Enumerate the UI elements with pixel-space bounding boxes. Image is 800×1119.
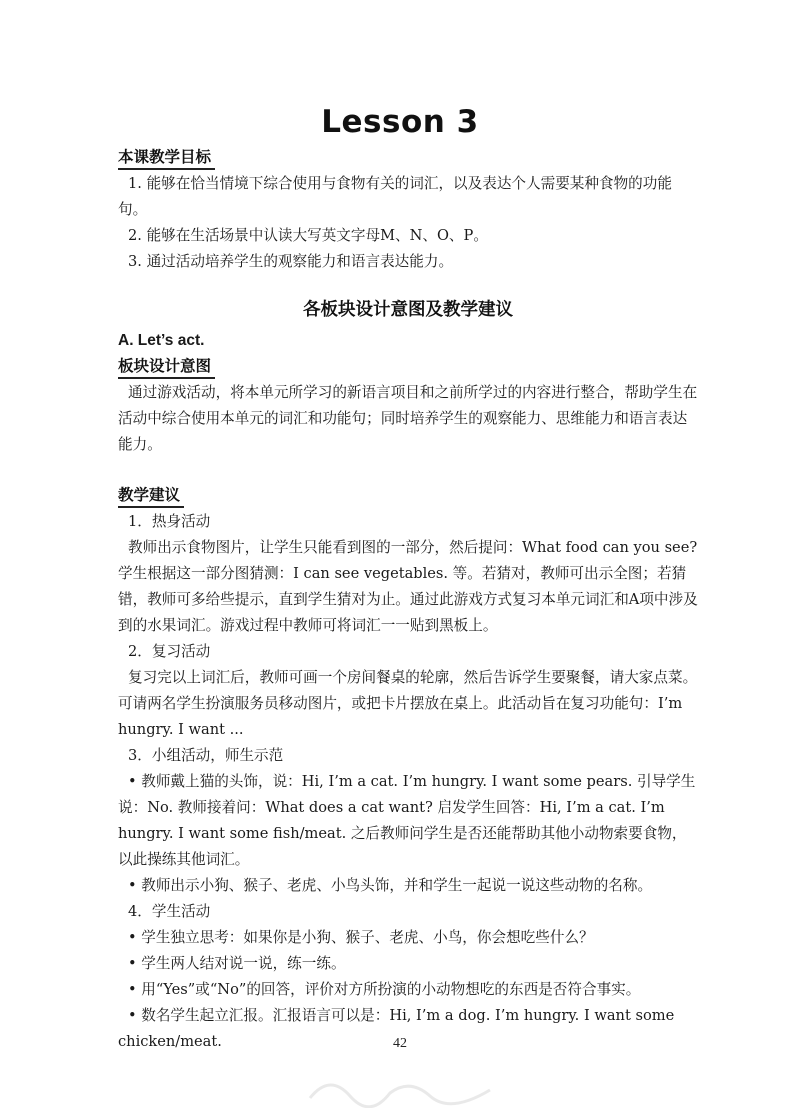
- design-heading: 板块设计意图: [118, 355, 215, 379]
- step-paragraph: • 数名学生起立汇报。汇报语言可以是：Hi, I’m a dog. I’m hungry. I want some chicken/meat.: [118, 1007, 675, 1050]
- step-paragraph: • 教师出示小狗、猴子、老虎、小鸟头饰，并和学生一起说一说这些动物的名称。: [128, 877, 653, 894]
- step-title: 4．学生活动: [128, 903, 211, 920]
- objective-item: 3. 通过活动培养学生的观察能力和语言表达能力。: [128, 253, 454, 270]
- page-number: 42: [393, 1036, 407, 1051]
- watermark-icon: [300, 1068, 500, 1108]
- step-paragraph: • 用“Yes”或“No”的回答，评价对方所扮演的小动物想吃的东西是否符合事实。: [128, 981, 641, 998]
- step-title: 1．热身活动: [128, 513, 211, 530]
- step-paragraph: • 学生两人结对说一说，练一练。: [128, 955, 346, 972]
- objectives-heading: 本课教学目标: [118, 146, 215, 170]
- design-text: 通过游戏活动，将本单元所学习的新语言项目和之前所学过的内容进行整合，帮助学生在活动中综合使用本单元的词汇和功能句；同时培养学生的观察能力、思维能力和语言表达能力。: [118, 384, 698, 453]
- lesson-title: Lesson 3: [321, 104, 479, 140]
- suggestion-heading: 教学建议: [118, 484, 184, 508]
- objective-item: 1. 能够在恰当情境下综合使用与食物有关的词汇，以及表达个人需要某种食物的功能句。: [118, 175, 672, 218]
- step-title: 3．小组活动，师生示范: [128, 747, 284, 764]
- page-content: [118, 144, 698, 1055]
- objective-item: 2. 能够在生活场景中认读大写英文字母M、N、O、P。: [128, 227, 488, 244]
- step-paragraph: 教师出示食物图片，让学生只能看到图的一部分，然后提问：What food can you see? 学生根据这一部分图猜测：I can see vegetables. 等。若猜对，教师可出示全图；若猜错，教师可多给些提示，直到学生猜对为止。通过此游戏方式复习本单元词汇和A项中涉及到的水果词汇。游戏过程中教师可将词汇一一贴到黑板上。: [118, 539, 698, 634]
- step-paragraph: 复习完以上词汇后，教师可画一个房间餐桌的轮廓，然后告诉学生要聚餐，请大家点菜。可请两名学生扮演服务员移动图片，或把卡片摆放在桌上。此活动旨在复习功能句：I’m hungry. I want ...: [118, 669, 698, 738]
- step-paragraph: • 教师戴上猫的头饰，说：Hi, I’m a cat. I’m hungry. I want some pears. 引导学生说：No. 教师接着问：What does a cat want? 启发学生回答：Hi, I’m a cat. I’m hungry. I want some fish/meat. 之后教师问学生是否还能帮助其他小动物索要食物，以此操练其他词汇。: [118, 773, 696, 868]
- part-a-title: A. Let’s act.: [118, 332, 205, 349]
- section-title: 各板块设计意图及教学建议: [303, 300, 513, 320]
- step-title: 2．复习活动: [128, 643, 211, 660]
- step-paragraph: • 学生独立思考：如果你是小狗、猴子、老虎、小鸟，你会想吃些什么？: [128, 929, 594, 946]
